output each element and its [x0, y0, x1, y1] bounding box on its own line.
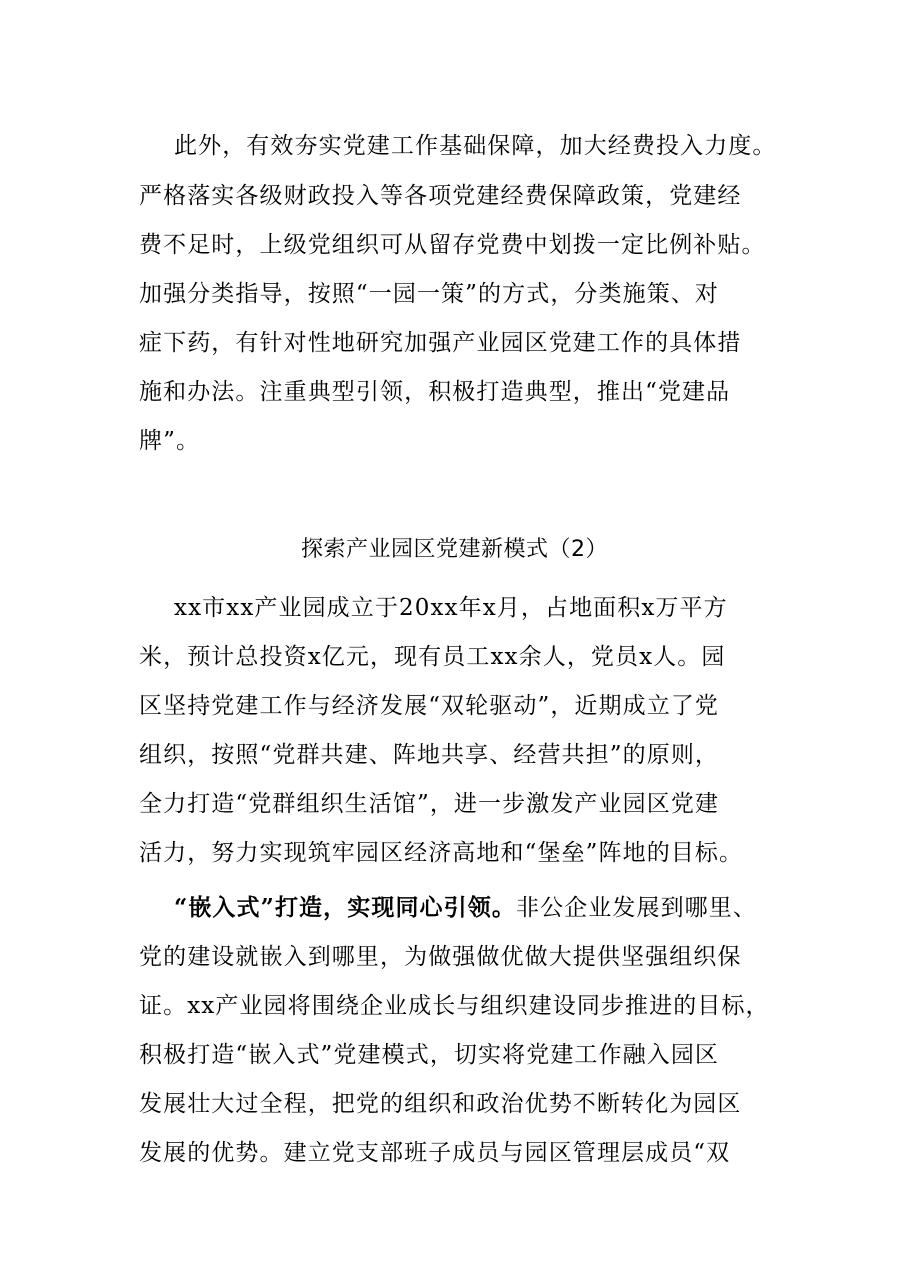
paragraph-line: 症下药，有针对性地研究加强产业园区党建工作的具体措: [139, 330, 742, 356]
paragraph-line: 区坚持党建工作与经济发展“双轮驱动”，近期成立了党: [139, 693, 720, 719]
paragraph-line: [174, 893, 757, 923]
paragraph-line: 施和办法。注重典型引领，积极打造典型，推出“党建品: [139, 379, 731, 405]
paragraph-line: 证。xx产业园将围绕企业成长与组织建设同步推进的目标，: [139, 993, 770, 1019]
paragraph-line: 活力，努力实现筑牢园区经济高地和“堡垒”阵地的目标。: [139, 840, 744, 866]
paragraph-line: 积极打造“嵌入式”党建模式，切实将党建工作融入园区: [139, 1042, 720, 1068]
paragraph-line: 发展壮大过全程，把党的组织和政治优势不断转化为园区: [139, 1091, 742, 1117]
paragraph-line: 此外，有效夯实党建工作基础保障，加大经费投入力度。: [174, 133, 777, 159]
paragraph-line: 米，预计总投资x亿元，现有员工xx余人，党员x人。园: [139, 644, 726, 670]
paragraph-line: xx市xx产业园成立于20xx年x月，占地面积x万平方: [174, 595, 728, 621]
bold-lead-text: “嵌入式”打造，实现同心引领。: [174, 894, 516, 921]
paragraph-line: 发展的优势。建立党支部班子成员与园区管理层成员“双: [139, 1140, 731, 1166]
paragraph-line: 严格落实各级财政投入等各项党建经费保障政策，党建经: [139, 183, 742, 209]
section-heading: 探索产业园区党建新模式（2）: [301, 537, 608, 562]
paragraph-line: 牌”。: [139, 428, 201, 454]
paragraph-line: 党的建设就嵌入到哪里，为做强做优做大提供坚强组织保: [139, 944, 742, 970]
paragraph-text: 非公企业发展到哪里、: [515, 895, 757, 921]
paragraph-line: 费不足时，上级党组织可从留存党费中划拨一定比例补贴。: [139, 232, 766, 258]
paragraph-line: 组织，按照“党群共建、阵地共享、经营共担”的原则，: [139, 742, 720, 768]
paragraph-line: 全力打造“党群组织生活馆”，进一步激发产业园区党建: [139, 791, 720, 817]
paragraph-line: 加强分类指导，按照“一园一策”的方式，分类施策、对: [139, 281, 720, 307]
